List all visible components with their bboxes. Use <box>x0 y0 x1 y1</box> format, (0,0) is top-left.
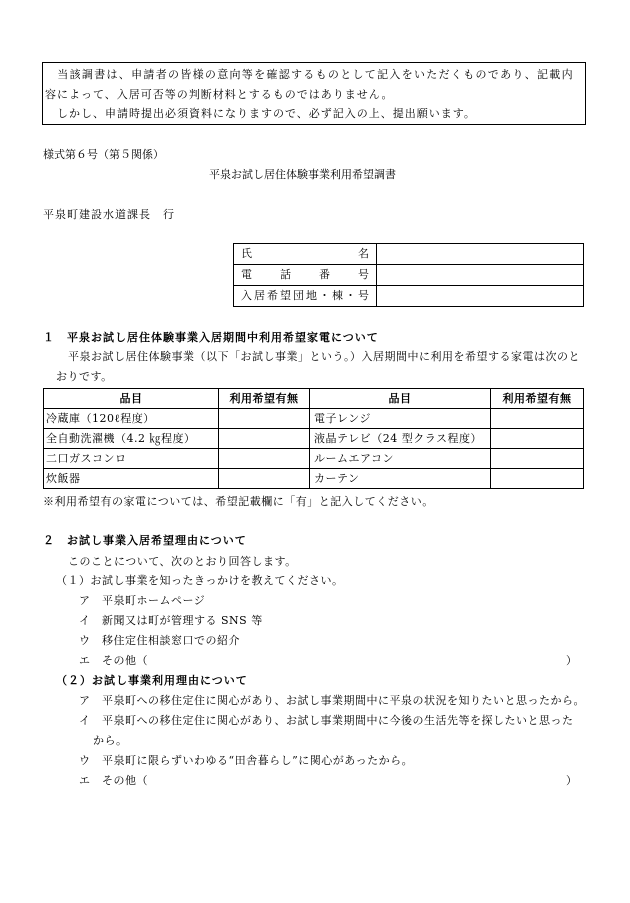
phone-label-cell <box>234 265 377 286</box>
label-character: 入 <box>241 289 252 302</box>
label-character: 号 <box>358 268 369 281</box>
label-character: 希 <box>267 289 278 302</box>
header-usage-request: 利用希望有無 <box>491 389 584 409</box>
section-2-intro: このことについて、次のとおり回答します。 <box>68 555 297 568</box>
table-row <box>44 429 584 449</box>
section-1-heading: １ 平泉お試し居住体験事業入居期間中利用希望家電について <box>43 331 379 344</box>
label-character: ・ <box>345 289 356 302</box>
question-2-option: イ 平泉町への移住定住に関心があり、お試し事業期間中に今後の生活先等を探したいと思った <box>79 714 574 727</box>
label-character: 地 <box>306 289 317 302</box>
usage-request-cell[interactable] <box>219 409 310 429</box>
table-row <box>44 409 584 429</box>
usage-request-cell[interactable] <box>219 469 310 489</box>
question-2-other-option <box>79 774 586 788</box>
unit-label <box>241 286 369 306</box>
name-field[interactable] <box>377 244 584 265</box>
appliance-item: 電子レンジ <box>310 409 491 429</box>
section-1-intro: 平泉お試し居住体験事業（以下「お試し事業」という。）入居期間中に利用を希望する家電は次のと <box>68 350 580 363</box>
usage-request-cell[interactable] <box>491 469 584 489</box>
label-character: 電 <box>241 268 252 281</box>
usage-request-cell[interactable] <box>219 429 310 449</box>
unit-label-cell <box>234 286 377 307</box>
table-row <box>234 286 584 307</box>
applicant-info-table <box>233 243 584 307</box>
notice-line: 容によって、入居可否等の判断材料とするものではありません。 <box>45 87 394 101</box>
usage-request-cell[interactable] <box>219 449 310 469</box>
question-2-heading: （２）お試し事業利用理由について <box>56 674 248 687</box>
question-1-other-option <box>79 654 586 668</box>
appliance-item: 冷蔵庫（120ℓ程度） <box>44 409 219 429</box>
name-label-cell <box>234 244 377 265</box>
table-row <box>234 244 584 265</box>
name-label <box>241 244 369 264</box>
label-character: 話 <box>280 268 291 281</box>
question-1-option: ウ 移住定住相談窓口での紹介 <box>79 634 240 647</box>
header-item: 品目 <box>310 389 491 409</box>
table-row <box>44 449 584 469</box>
phone-field[interactable] <box>377 265 584 286</box>
appliance-item: 二口ガスコンロ <box>44 449 219 469</box>
table-row <box>44 469 584 489</box>
other-option-close-paren: ） <box>566 654 577 667</box>
label-character: 棟 <box>332 289 343 302</box>
document-title: 平泉お試し居住体験事業利用希望調書 <box>209 168 396 181</box>
usage-request-cell[interactable] <box>491 429 584 449</box>
label-character: 氏 <box>241 247 252 260</box>
unit-field[interactable] <box>377 286 584 307</box>
question-1-option: イ 新聞又は町が管理する SNS 等 <box>79 614 263 627</box>
label-character: 号 <box>358 289 369 302</box>
label-character: 名 <box>358 247 369 260</box>
label-character: ・ <box>319 289 330 302</box>
notice-line: 当該調書は、申請者の皆様の意向等を確認するものとして記入をいただくものであり、記載内 <box>45 68 574 81</box>
label-character: 団 <box>293 289 304 302</box>
question-1-heading: （１）お試し事業を知ったきっかけを教えてください。 <box>56 574 344 587</box>
other-option-label: エ その他（ <box>79 654 148 667</box>
appliance-item: ルームエアコン <box>310 449 491 469</box>
label-character: 居 <box>254 289 265 302</box>
appliance-table <box>43 388 584 489</box>
appliance-note: ※利用希望有の家電については、希望記載欄に「有」と記入してください。 <box>43 495 434 508</box>
usage-request-cell[interactable] <box>491 449 584 469</box>
label-character: 望 <box>280 289 291 302</box>
notice-line: しかし、申請時提出必須資料になりますので、必ず記入の上、提出願います。 <box>45 107 476 120</box>
header-item: 品目 <box>44 389 219 409</box>
form-number: 様式第６号（第５関係） <box>43 148 164 161</box>
appliance-item: 全自動洗濯機（4.2 ㎏程度） <box>44 429 219 449</box>
appliance-item: 炊飯器 <box>44 469 219 489</box>
other-option-close-paren: ） <box>566 774 577 787</box>
appliance-item: カーテン <box>310 469 491 489</box>
addressee: 平泉町建設水道課長 行 <box>43 208 175 221</box>
header-usage-request: 利用希望有無 <box>219 389 310 409</box>
phone-label <box>241 265 369 285</box>
question-2-option-continuation: から。 <box>93 734 128 747</box>
notice-box <box>42 62 586 125</box>
question-1-option: ア 平泉町ホームページ <box>79 594 206 607</box>
usage-request-cell[interactable] <box>491 409 584 429</box>
appliance-item: 液晶テレビ（24 型クラス程度） <box>310 429 491 449</box>
table-row <box>234 265 584 286</box>
question-2-option: ア 平泉町への移住定住に関心があり、お試し事業期間中に平泉の状況を知りたいと思ったから。 <box>79 694 585 707</box>
other-option-label: エ その他（ <box>79 774 148 787</box>
question-2-option: ウ 平泉町に限らずいわゆる“田舎暮らし”に関心があったから。 <box>79 754 414 767</box>
label-character: 番 <box>319 268 330 281</box>
section-1-intro: おりです。 <box>56 370 113 383</box>
appliance-table-header-row <box>44 389 584 409</box>
section-2-heading: ２ お試し事業入居希望理由について <box>43 534 247 547</box>
